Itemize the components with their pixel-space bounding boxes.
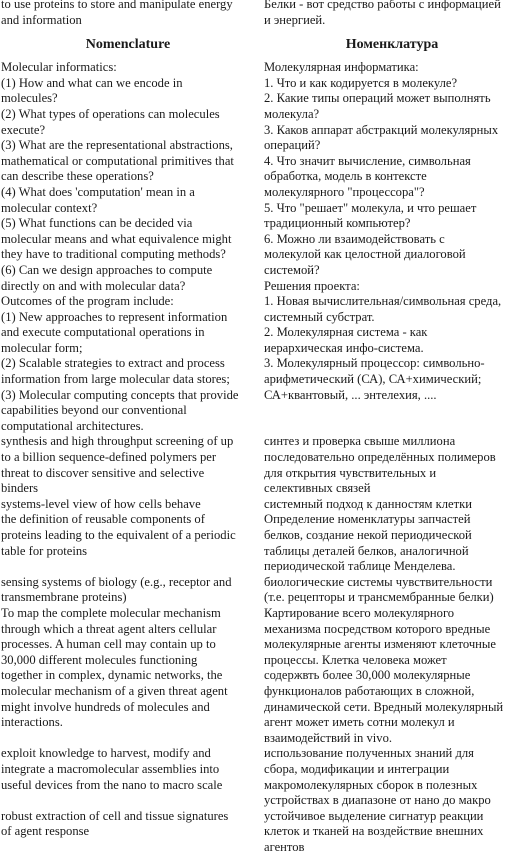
text-line: молекулярного "процессора"?	[264, 184, 425, 199]
text-line: клеток и тканей на воздействие внешних	[264, 824, 484, 839]
text-line: системный подход к данностям клетки	[264, 496, 473, 511]
text-line: useful devices from the nano to macro scale	[1, 777, 223, 792]
text-line: Определение номенклатуры запчастей	[264, 512, 471, 527]
text-line: (4) What does 'computation' mean in a	[1, 184, 195, 199]
text-line: механизма посредством которого вредные	[264, 621, 491, 636]
text-line: взаимодействий in vivo.	[264, 730, 393, 745]
text-line: устройствах в диапазоне от нано до макро	[264, 793, 491, 808]
text-line: обработка, модель в контексте	[264, 169, 427, 184]
blank-line	[1, 559, 255, 575]
text-line: interactions.	[1, 715, 63, 730]
text-line: динамической сети. Вредный молекулярный	[264, 699, 504, 714]
text-line: (2) Scalable strategies to extract and process	[1, 356, 225, 371]
text-line: 30,000 different molecules functioning	[1, 652, 198, 667]
text-line: and execute computational operations in	[1, 325, 205, 340]
text-line: they have to traditional computing methods?	[1, 247, 226, 262]
text-line: агентов	[264, 839, 305, 854]
text-line: proteins leading to the equivalent of a periodic	[1, 528, 236, 542]
text-line: традиционный компьютер?	[264, 216, 411, 231]
russian-column	[264, 0, 520, 855]
text-line: последовательно определённых полимеров	[264, 450, 496, 465]
blank-line	[1, 793, 255, 809]
text-line: периодической таблице Менделева.	[264, 559, 456, 574]
text-line: процессы. Клетка человека может	[264, 652, 447, 667]
text-line: exploit knowledge to harvest, modify and	[1, 746, 211, 761]
text-line: information from large molecular data stores;	[1, 372, 230, 387]
text-line: robust extraction of cell and tissue signatures	[1, 808, 229, 823]
text-line: и энергией.	[264, 12, 326, 27]
text-line: (6) Can we design approaches to compute	[1, 262, 213, 277]
text-line: 3. Каков аппарат абстракций молекулярных	[264, 122, 499, 137]
text-line: 1. Что и как кодируется в молекуле?	[264, 75, 458, 90]
text-line: таблицы деталей белков, аналогичной	[264, 543, 469, 558]
text-line: processes. A human cell may contain up to	[1, 637, 216, 652]
text-line: Белки - вот средство работы с информацией	[264, 0, 501, 11]
text-line: might involve hundreds of molecules and	[1, 699, 210, 714]
text-line: table for proteins	[1, 543, 88, 558]
text-line: СА+квантовый, ... энтелехия, ....	[264, 387, 437, 402]
text-line: threat to discover sensitive and selective	[1, 465, 205, 480]
text-line: сбора, модификации и интеграции	[264, 761, 450, 776]
text-line: иерархическая инфо-система.	[264, 340, 424, 355]
text-line: (1) New approaches to represent information	[1, 309, 228, 324]
text-line: Молекулярная информатика:	[264, 60, 419, 75]
english-column	[1, 0, 255, 840]
text-line: execute?	[1, 122, 46, 137]
text-line: белков, создание некой периодической	[264, 528, 472, 542]
text-line: to a billion sequence-defined polymers per	[1, 450, 217, 465]
text-line: содержвть более 30,000 молекулярные	[264, 668, 471, 683]
text-line: Картирование всего молекулярного	[264, 605, 455, 620]
text-line: синтез и проверка свыше миллиона	[264, 434, 456, 449]
blank-line	[264, 419, 520, 435]
text-line: функционалов работающих в сложной,	[264, 683, 475, 698]
text-line: устойчивое выделение сигнатур реакции	[264, 808, 484, 823]
text-line: directly on and with molecular data?	[1, 278, 186, 293]
text-line: 4. Что значит вычисление, символьная	[264, 153, 471, 168]
text-line: molecular form;	[1, 340, 83, 355]
text-line: 2. Молекулярная система - как	[264, 325, 428, 340]
text-line: системой?	[264, 262, 320, 277]
text-line: Решения проекта:	[264, 278, 360, 293]
text-line: (3) What are the representational abstractions,	[1, 138, 233, 153]
russian-heading: Номенклатура	[345, 37, 439, 53]
text-line: агент может иметь сотни молекул и	[264, 715, 455, 730]
text-line: mathematical or computational primitives that	[1, 153, 234, 168]
text-line: 1. Новая вычислительная/символьная среда,	[264, 294, 502, 309]
text-line: 6. Можно ли взаимодействовать с	[264, 231, 445, 246]
text-line: (3) Molecular computing concepts that provide	[1, 387, 239, 402]
text-line: (2) What types of operations can molecules	[1, 106, 220, 121]
text-line: molecules?	[1, 91, 58, 106]
english-heading: Nomenclature	[85, 37, 171, 53]
text-line: селективных связей	[264, 481, 371, 496]
text-line: computational architectures.	[1, 418, 144, 433]
text-line: молекула?	[264, 106, 320, 121]
text-line: (т.е. рецепторы и трансмембранные белки)	[264, 590, 494, 605]
text-line: systems-level view of how cells behave	[1, 496, 201, 511]
russian-intro	[264, 0, 520, 28]
russian-body	[264, 60, 520, 855]
text-line: для открытия чувствительных и	[264, 465, 437, 480]
text-line: макромолекулярных сборок в полезных	[264, 777, 478, 792]
blank-line	[1, 731, 255, 747]
text-line: molecular mechanism of a given threat agent	[1, 683, 228, 698]
english-intro	[1, 0, 255, 28]
text-line: through which a threat agent alters cellular	[1, 621, 217, 636]
text-line: молекулярные агенты изменяют клеточные	[264, 637, 496, 652]
text-line: Outcomes of the program include:	[1, 294, 174, 309]
english-body	[1, 60, 255, 840]
text-line: использование полученных знаний для	[264, 746, 474, 761]
text-line: sensing systems of biology (e.g., receptor and	[1, 574, 232, 589]
text-line: 3. Молекулярный процессор: символьно-	[264, 356, 485, 371]
text-line: Molecular informatics:	[1, 60, 117, 75]
text-line: of agent response	[1, 824, 90, 839]
text-line: арифметический (СА), СА+химический;	[264, 372, 482, 387]
blank-line	[264, 403, 520, 419]
text-line: integrate a macromolecular assemblies into	[1, 761, 220, 776]
text-line: together in complex, dynamic networks, the	[1, 668, 223, 683]
text-line: 2. Какие типы операций может выполнять	[264, 91, 491, 106]
text-line: capabilities beyond our conventional	[1, 403, 187, 418]
text-line: molecular context?	[1, 200, 98, 215]
text-line: операций?	[264, 138, 321, 153]
text-line: and information	[1, 12, 82, 27]
text-line: 5. Что "решает" молекула, и что решает	[264, 200, 477, 215]
text-line: molecular means and what equivalence might	[1, 231, 232, 246]
text-line: binders	[1, 481, 39, 496]
text-line: (5) What functions can be decided via	[1, 216, 193, 231]
text-line: transmembrane proteins)	[1, 590, 127, 605]
text-line: To map the complete molecular mechanism	[1, 605, 221, 620]
text-line: системный субстрат.	[264, 309, 375, 324]
text-line: молекулой как целостной диалоговой	[264, 247, 466, 262]
text-line: synthesis and high throughput screening of up	[1, 434, 234, 449]
text-line: биологические системы чувствительности	[264, 574, 493, 589]
text-line: (1) How and what can we encode in	[1, 75, 183, 90]
text-line: the definition of reusable components of	[1, 512, 205, 527]
text-line: can describe these operations?	[1, 169, 154, 184]
text-line: to use proteins to store and manipulate energy	[1, 0, 233, 11]
